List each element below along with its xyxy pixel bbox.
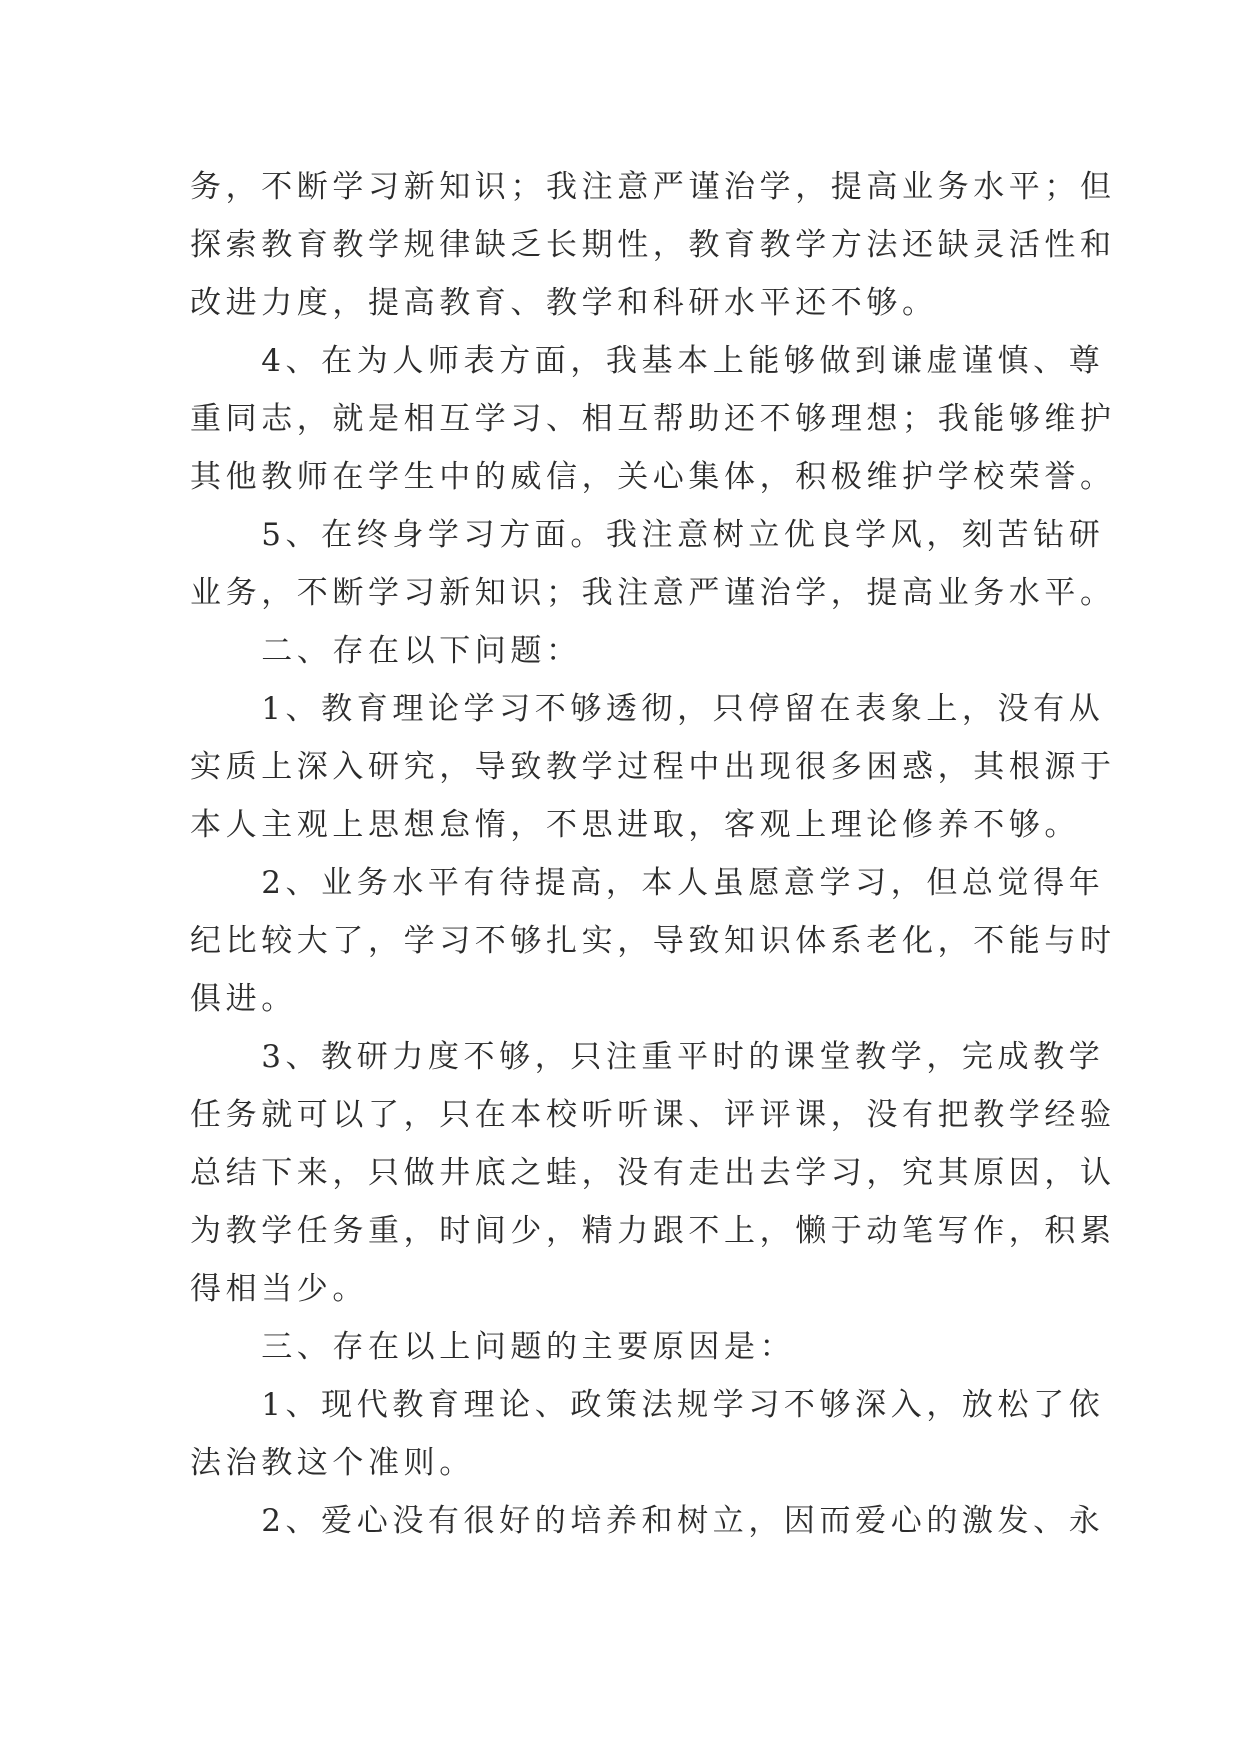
paragraph	[190, 680, 1116, 854]
document-body	[190, 158, 1116, 1550]
text-line: 实质上深入研究，导致教学过程中出现很多困惑，其根源于	[190, 749, 1116, 785]
paragraph	[190, 1318, 1070, 1376]
text-line: 重同志，就是相互学习、相互帮助还不够理想；我能够维护	[190, 401, 1116, 437]
text-line: 1、教育理论学习不够透彻，只停留在表象上，没有从	[190, 691, 1105, 727]
paragraph	[190, 854, 1116, 1028]
text-line: 任务就可以了，只在本校听听课、评评课，没有把教学经验	[190, 1097, 1116, 1133]
text-line: 二、存在以下问题：	[190, 633, 582, 669]
text-line: 3、教研力度不够，只注重平时的课堂教学，完成教学	[190, 1039, 1105, 1075]
text-line: 改进力度，提高教育、教学和科研水平还不够。	[190, 285, 938, 321]
text-line: 务，不断学习新知识；我注意严谨治学，提高业务水平；但	[190, 169, 1116, 205]
text-line: 俱进。	[190, 981, 297, 1017]
text-line: 4、在为人师表方面，我基本上能够做到谦虚谨慎、尊	[190, 343, 1105, 379]
paragraph	[190, 506, 1116, 622]
text-line: 为教学任务重，时间少，精力跟不上，懒于动笔写作，积累	[190, 1213, 1116, 1249]
paragraph	[190, 1028, 1116, 1318]
text-line: 2、业务水平有待提高，本人虽愿意学习，但总觉得年	[190, 865, 1105, 901]
text-line: 业务，不断学习新知识；我注意严谨治学，提高业务水平。	[190, 575, 1116, 611]
text-line: 纪比较大了，学习不够扎实，导致知识体系老化，不能与时	[190, 923, 1116, 959]
paragraph	[190, 622, 1070, 680]
text-line: 1、现代教育理论、政策法规学习不够深入，放松了依	[190, 1387, 1105, 1423]
paragraph	[190, 1492, 1105, 1550]
text-line: 5、在终身学习方面。我注意树立优良学风，刻苦钻研	[190, 517, 1105, 553]
paragraph	[190, 158, 1116, 332]
text-line: 法治教这个准则。	[190, 1445, 475, 1481]
paragraph	[190, 332, 1116, 506]
text-line: 本人主观上思想怠惰，不思进取，客观上理论修养不够。	[190, 807, 1080, 843]
paragraph	[190, 1376, 1105, 1492]
text-line: 其他教师在学生中的威信，关心集体，积极维护学校荣誉。	[190, 459, 1116, 495]
text-line: 总结下来，只做井底之蛙，没有走出去学习，究其原因，认	[190, 1155, 1116, 1191]
text-line: 2、爱心没有很好的培养和树立，因而爱心的激发、永	[190, 1503, 1105, 1539]
text-line: 探索教育教学规律缺乏长期性，教育教学方法还缺灵活性和	[190, 227, 1116, 263]
text-line: 三、存在以上问题的主要原因是：	[190, 1329, 796, 1365]
text-line: 得相当少。	[190, 1271, 368, 1307]
